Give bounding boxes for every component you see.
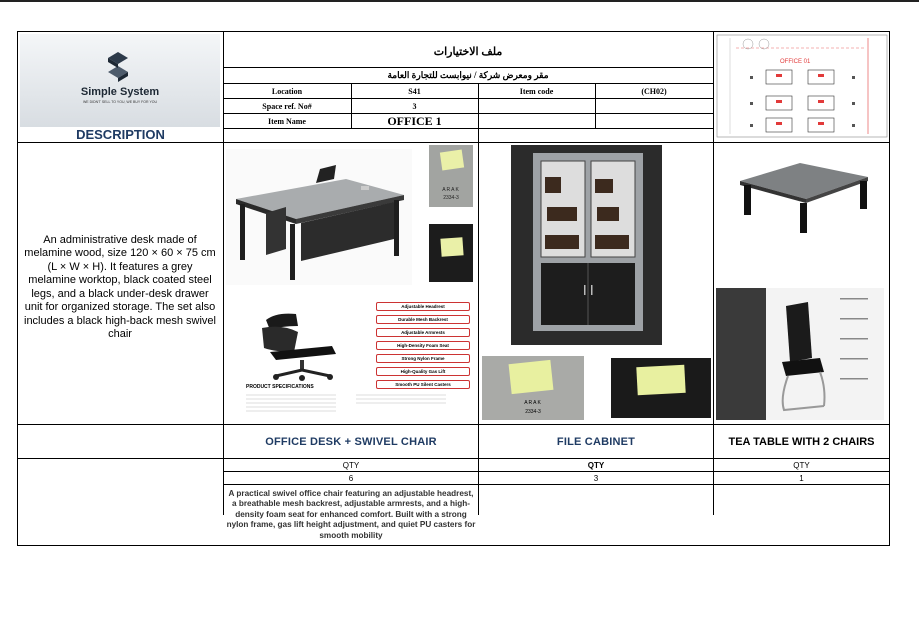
swatch-sticky-note-4	[636, 365, 685, 395]
space-ref-value: 3	[412, 101, 417, 111]
swatch-sticky-note-2	[440, 237, 463, 256]
file-cabinet-image	[511, 145, 662, 345]
selection-sheet	[17, 31, 890, 546]
location-value: S41	[408, 86, 421, 96]
item-1-note: A practical swivel office chair featuring an adjustable headrest, a breathable mesh backrest, adjustable armrests, and a high-density foam seat for enhanced comfort. Built with a strong nylon frame, gas lift height adjustment, and quiet PU casters for smooth mobility	[226, 488, 476, 540]
office-desk-image	[226, 149, 412, 285]
item-3-qty-label: QTY	[793, 460, 810, 470]
item-2-qty: 3	[593, 473, 599, 483]
item-code-value: (CH02)	[641, 86, 667, 96]
description-label: DESCRIPTION	[76, 126, 165, 142]
visitor-chair-image	[716, 288, 884, 420]
item-name-value: OFFICE 1	[387, 113, 442, 128]
callout-backrest: Durable Mesh Backrest	[376, 315, 470, 324]
swatch-code: 2334-3	[443, 195, 459, 201]
swatch-black	[429, 224, 473, 282]
item-code-label: Item code	[519, 86, 554, 96]
space-ref-label: Space ref. No#	[262, 101, 312, 111]
swatch-black-2	[611, 358, 711, 418]
swatch-brand: ARAK	[442, 187, 460, 193]
swatch-brand-2: ARAK	[524, 400, 542, 406]
spec-title: PRODUCT SPECIFICATIONS	[246, 384, 314, 390]
callout-casters: Smooth PU Silent Casters	[376, 380, 470, 389]
swatch-sticky-note	[440, 150, 464, 171]
file-title: ملف الاختيارات	[433, 45, 503, 58]
top-rule	[0, 0, 919, 2]
item-2-name: FILE CABINET	[556, 435, 636, 448]
callout-armrests: Adjustable Armrests	[376, 328, 470, 337]
location-label: Location	[271, 86, 303, 96]
swatch-sticky-note-3	[509, 360, 554, 394]
swatch-grey-2	[482, 356, 584, 420]
project-name: مقر ومعرض شركة / نيوابست للتجارة العامة	[387, 70, 549, 80]
swivel-chair-image	[236, 306, 352, 382]
callout-gas-lift: High-Quality Gas Lift	[376, 367, 470, 376]
swatch-grey	[429, 145, 473, 207]
logo-name: Simple System	[80, 86, 160, 98]
callout-frame: Strong Nylon Frame	[376, 354, 470, 363]
logo-s-icon	[106, 50, 130, 82]
row-line-main-1	[18, 142, 889, 143]
row-line-qty-2	[223, 484, 889, 485]
callout-headrest: Adjustable Headrest	[376, 302, 470, 311]
item-3-name: TEA TABLE WITH 2 CHAIRS	[728, 435, 875, 448]
item-2-qty-label: QTY	[587, 460, 605, 470]
item-1-qty-label: QTY	[342, 460, 360, 470]
swatch-code-2: 2334-3	[525, 409, 541, 415]
item-3-qty: 1	[799, 473, 804, 483]
item-1-qty: 6	[348, 473, 354, 483]
item-name-label: Item Name	[268, 116, 306, 126]
description-text: An administrative desk made of melamine wood, size 120 × 60 × 75 cm (L × W × H). It features a grey melamine worktop, black coated steel legs, and a black under-desk drawer unit for organized storage. The set also includes a black high-back mesh swivel chair	[24, 233, 216, 340]
item-1-name: OFFICE DESK + SWIVEL CHAIR	[265, 435, 437, 448]
chair-spec-sheet	[230, 300, 475, 416]
col-line-3	[713, 32, 714, 142]
plan-title: OFFICE 01	[780, 59, 811, 65]
tea-table-image	[730, 145, 876, 235]
logo-tagline: WE DIDN'T SELL TO YOU, WE BUY FOR YOU	[82, 100, 158, 104]
floor-plan-thumbnail	[716, 34, 888, 138]
row-line-5	[223, 128, 713, 129]
callout-seat: High-Density Foam Seat	[376, 341, 470, 350]
spec-table-lines	[246, 392, 446, 412]
chair-callouts	[376, 302, 470, 393]
logo-panel	[20, 34, 220, 127]
